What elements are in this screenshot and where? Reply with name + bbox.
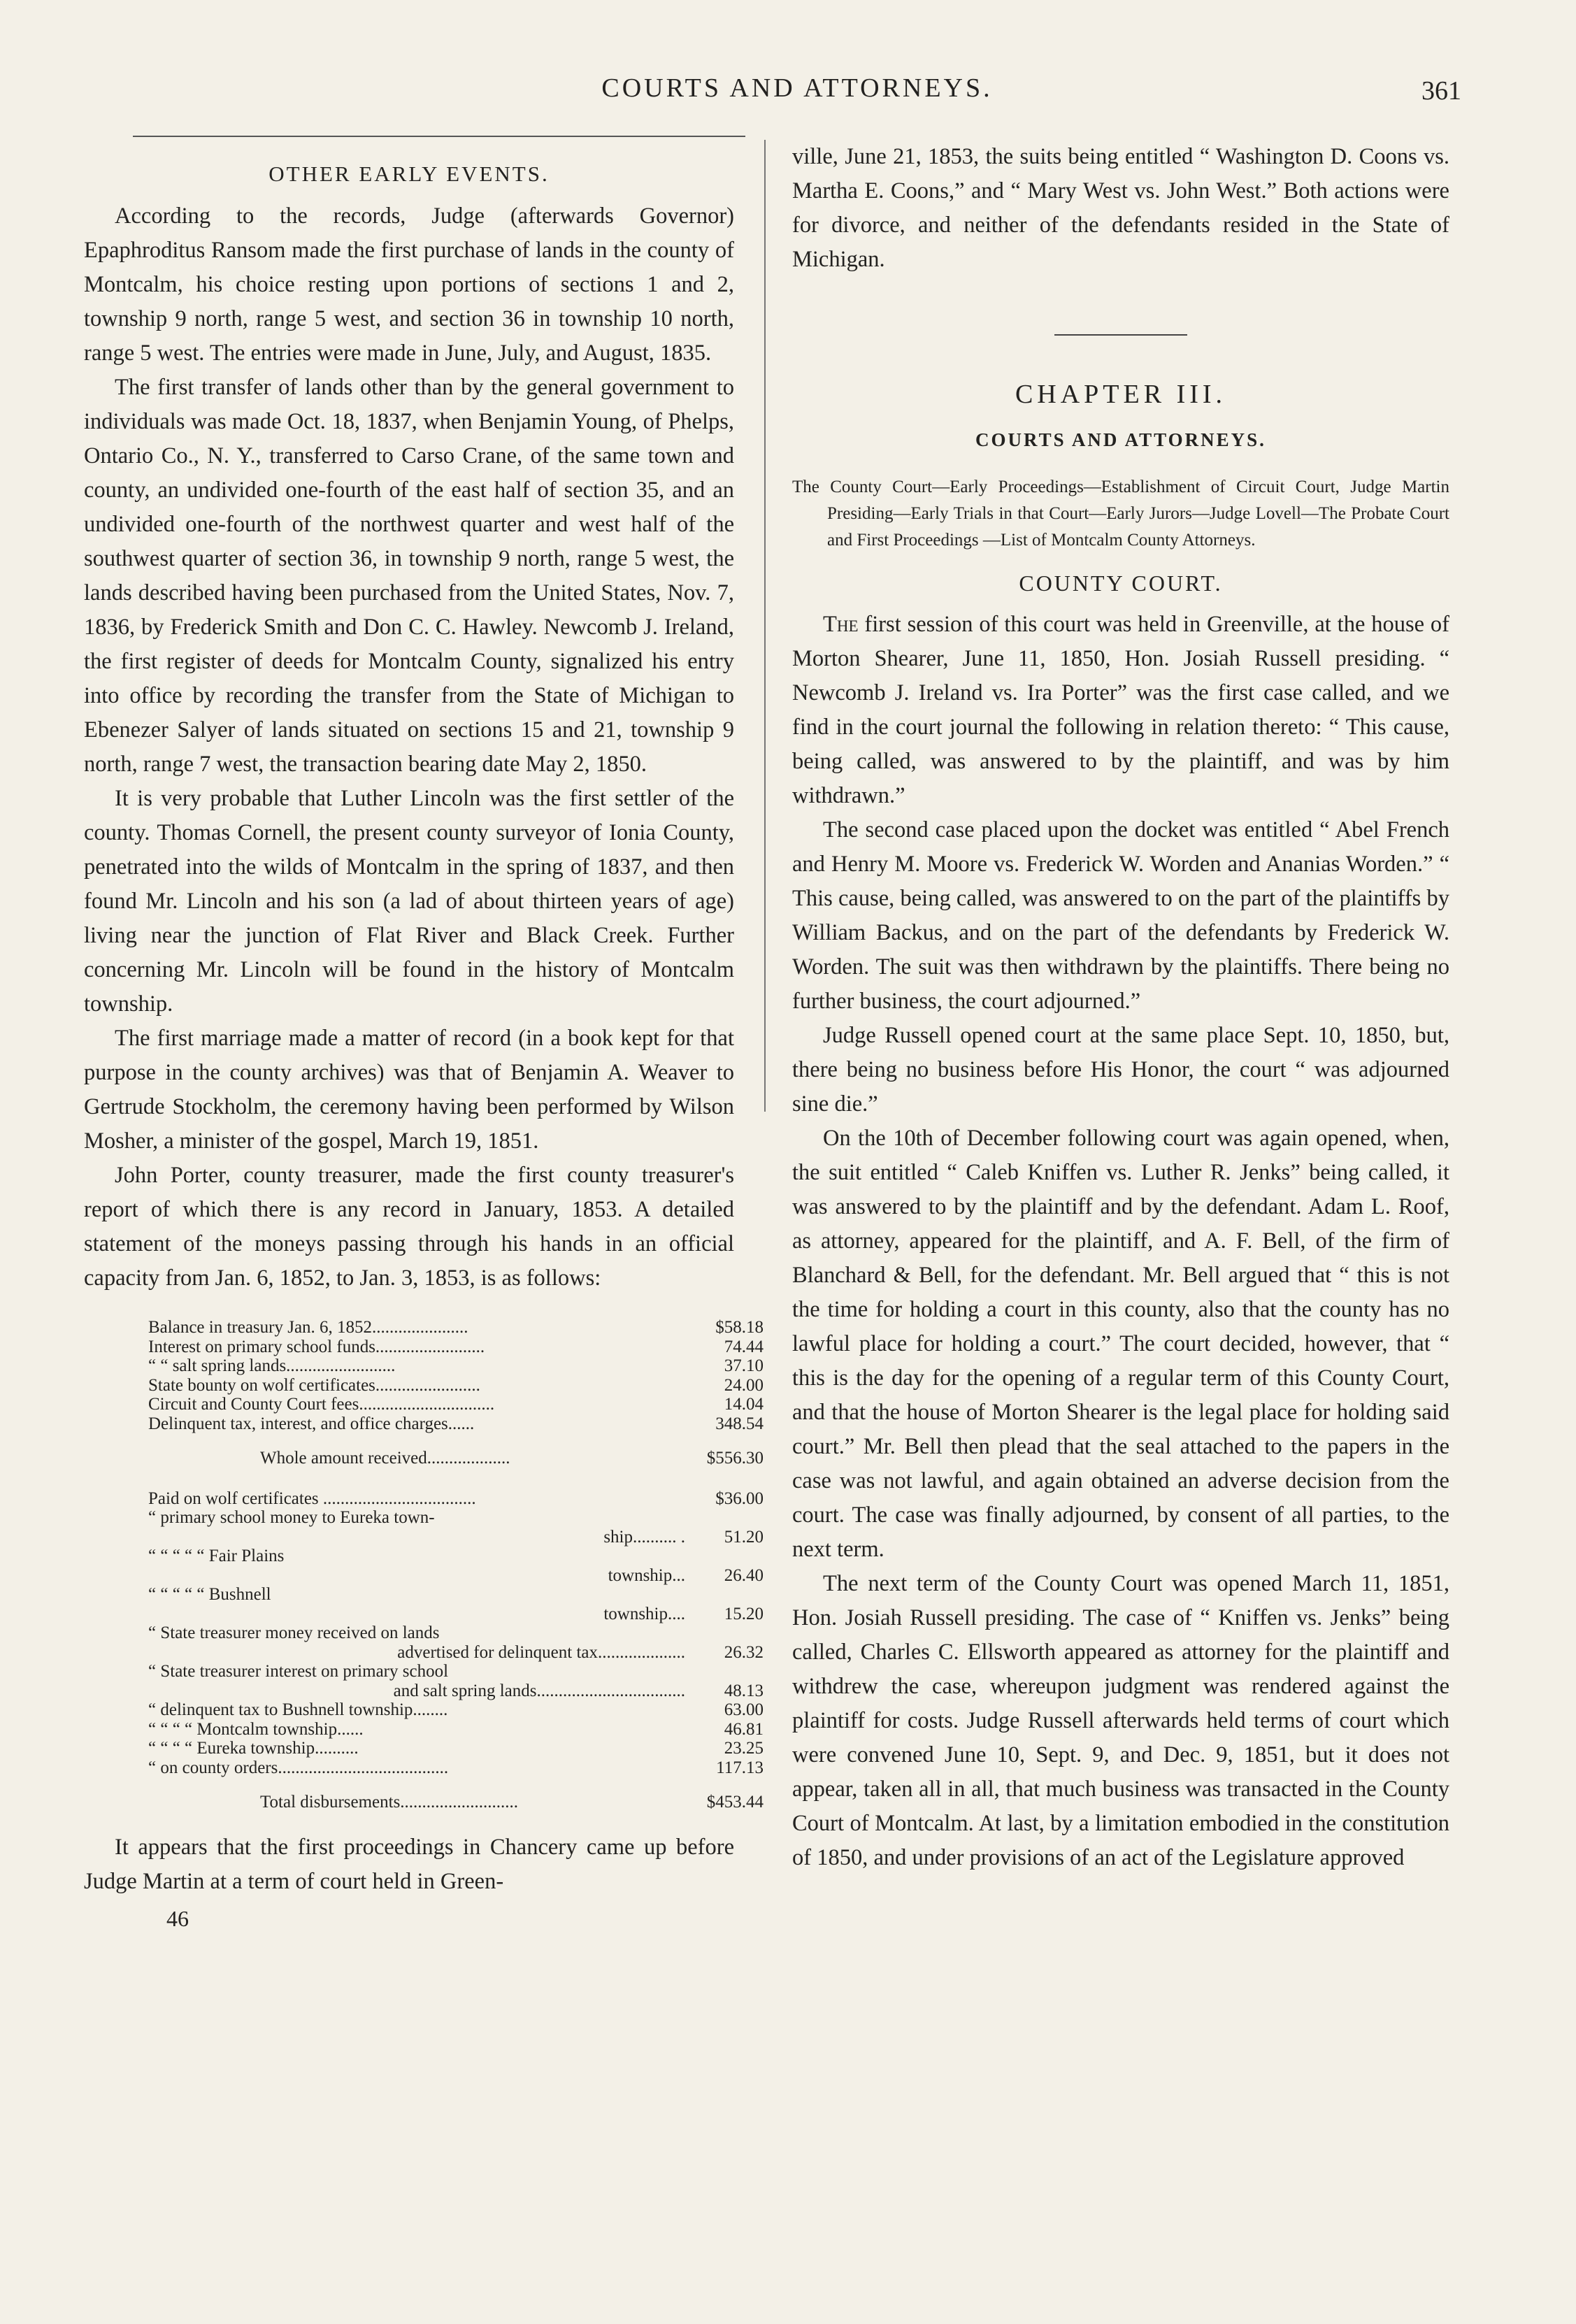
ledger-label: Delinquent tax, interest, and office charges...... bbox=[148, 1414, 475, 1433]
ledger-row bbox=[148, 1528, 764, 1547]
lead-word: The bbox=[823, 612, 859, 637]
ledger-label: “ “ “ “ Eureka township.......... bbox=[148, 1739, 359, 1758]
paragraph: It appears that the first proceedings in Chancery came up before Judge Martin at a term of court held in Green- bbox=[84, 1834, 734, 1894]
column-divider bbox=[764, 140, 766, 1112]
header-rule bbox=[133, 136, 745, 137]
ledger-label: “ State treasurer money received on lands bbox=[148, 1623, 440, 1642]
receipts-total-label: Whole amount received................... bbox=[260, 1449, 510, 1468]
ledger-row bbox=[148, 1489, 764, 1509]
ledger-row bbox=[148, 1605, 764, 1624]
receipts-total-row bbox=[148, 1449, 764, 1468]
paragraph: The first marriage made a matter of record (in a book kept for that purpose in the county archives) was that of Benjamin A. Weaver to Gertrude Stockholm, the ceremony having been performed by Wilson Mosher, a minister of the gospel, March 19, 1851. bbox=[84, 1026, 734, 1154]
ledger-amount: 26.32 bbox=[724, 1642, 764, 1662]
ledger-row bbox=[148, 1623, 764, 1643]
ledger-amount: 15.20 bbox=[724, 1604, 764, 1623]
ledger-label: Interest on primary school funds......................... bbox=[148, 1337, 485, 1356]
ledger-amount: 26.40 bbox=[724, 1565, 764, 1585]
ledger-label: “ on county orders....................................... bbox=[148, 1758, 449, 1777]
ledger-row bbox=[148, 1395, 764, 1414]
left-column bbox=[84, 140, 764, 1936]
disbursements-total-amount: $453.44 bbox=[706, 1793, 764, 1812]
ledger-row bbox=[148, 1585, 764, 1605]
paragraph bbox=[792, 608, 1449, 813]
ledger-row bbox=[148, 1508, 764, 1528]
ledger-label: Balance in treasury Jan. 6, 1852...................... bbox=[148, 1318, 468, 1337]
paragraph: On the 10th of December following court was again opened, when, the suit entitled “ Caleb Kniffen vs. Luther R. Jenks” being called, it was answered to by the plaintiff and by the defendant. Adam L. Roof, as attorney, appeared for the plaintiff, and A. F. Bell, of the firm of Blanchard & Bell, for the defendant. Mr. Bell argued that “ this is not the time for holding a court in this county, also that the county has no lawful place for holding a court.” The court decided, however, that “ this is the day for the opening of a regular term of this County Court, and that the house of Morton Shearer is the legal place for holding said court.” Mr. Bell then plead that the seal attached to the papers in the case was not lawful, and again obtained an adverse decision from the court. The case was finally adjourned, by consent of all parties, to the next term. bbox=[792, 1126, 1449, 1562]
ledger-amount: 14.04 bbox=[724, 1395, 764, 1414]
ledger-amount: 51.20 bbox=[724, 1527, 764, 1547]
ledger-label: “ primary school money to Eureka town- bbox=[148, 1508, 435, 1527]
treasurer-statement bbox=[148, 1318, 764, 1812]
paragraph: The next term of the County Court was opened March 11, 1851, Hon. Josiah Russell presiding. The case of “ Kniffen vs. Jenks” being called, Charles C. Ellsworth appeared as attorney for the plaintiff and withdrew the case, whereupon judgment was rendered against the plaintiff for costs. Judge Russell afterwards held terms of court which were convened June 10, Sept. 9, and Dec. 9, 1851, but it does not appear, taken all in all, that much business was transacted in the County Court of Montcalm. At last, by a limitation embodied in the constitution of 1850, and under provisions of an act of the Legislature approved bbox=[792, 1571, 1449, 1870]
page-number: 361 bbox=[1421, 76, 1461, 106]
section-heading-county-court: COUNTY COURT. bbox=[1019, 571, 1223, 596]
ledger-amount: 24.00 bbox=[724, 1375, 764, 1395]
ledger-label: Paid on wolf certificates ................................... bbox=[148, 1489, 476, 1508]
ledger-spacer bbox=[148, 1468, 764, 1489]
ledger-row bbox=[148, 1356, 764, 1376]
ledger-label: ship.......... . bbox=[603, 1527, 685, 1547]
ledger-row bbox=[148, 1720, 764, 1740]
ledger-row bbox=[148, 1414, 764, 1434]
ledger-label: advertised for delinquent tax.................... bbox=[397, 1642, 685, 1662]
right-column bbox=[792, 140, 1449, 1875]
ledger-label: “ “ “ “ “ Fair Plains bbox=[148, 1547, 285, 1565]
ledger-row bbox=[148, 1739, 764, 1758]
ledger-amount: 74.44 bbox=[724, 1337, 764, 1356]
section-divider-rule bbox=[1054, 334, 1187, 336]
ledger-label: township.... bbox=[603, 1604, 685, 1623]
disbursements-total-row bbox=[148, 1793, 764, 1812]
ledger-row bbox=[148, 1681, 764, 1701]
ledger-label: “ delinquent tax to Bushnell township........ bbox=[148, 1700, 448, 1719]
ledger-label: “ “ “ “ “ Bushnell bbox=[148, 1585, 271, 1604]
ledger-label: Circuit and County Court fees............................... bbox=[148, 1395, 495, 1414]
disbursements-total-label: Total disbursements........................... bbox=[260, 1793, 519, 1812]
page-header bbox=[133, 73, 1461, 115]
paragraph: It is very probable that Luther Lincoln was the first settler of the county. Thomas Cornell, the present county surveyor of Ionia County, penetrated into the wilds of Montcalm in the spring of 1837, and then found Mr. Lincoln and his son (a lad of about thirteen years of age) living near the junction of Flat River and Black Creek. Further concerning Mr. Lincoln will be found in the history of Montcalm township. bbox=[84, 786, 734, 1017]
ledger-label: “ State treasurer interest on primary school bbox=[148, 1662, 449, 1681]
ledger-amount: 48.13 bbox=[724, 1681, 764, 1700]
ledger-row bbox=[148, 1547, 764, 1566]
section-heading-other-early-events: OTHER EARLY EVENTS. bbox=[268, 162, 550, 186]
paragraph: The second case placed upon the docket was entitled “ Abel French and Henry M. Moore vs. Frederick W. Worden and Ananias Worden.” “ This cause, being called, was answered to on the part of the plaintiffs by William Backus, and on the part of the defendants by Frederick W. Worden. The suit was then withdrawn by the plaintiffs. There being no further business, the court adjourned.” bbox=[792, 817, 1449, 1014]
chapter-synopsis: The County Court—Early Proceedings—Establishment of Circuit Court, Judge Martin Presiding—Early Trials in that Court—Early Jurors—Judge Lovell—The Probate Court and First Proceedings —List of Montcalm County Attorneys. bbox=[792, 478, 1449, 550]
ledger-label: “ “ “ “ Montcalm township...... bbox=[148, 1719, 364, 1739]
paragraph: The first transfer of lands other than by the general government to individuals was made Oct. 18, 1837, when Benjamin Young, of Phelps, Ontario Co., N. Y., transferred to Carso Crane, of the same town and county, an undivided one-fourth of the east half of section 35, and an undivided one-fourth of the northwest quarter and west half of the southwest quarter of section 36, in township 9 north, range 5 west, the lands described having been purchased from the United States, Nov. 7, 1836, by Frederick Smith and Don C. C. Hawley. Newcomb J. Ireland, the first register of deeds for Montcalm County, signalized his entry into office by recording the transfer from the State of Michigan to Ebenezer Salyer of lands situated on sections 15 and 21, township 9 north, range 7 west, the transaction bearing date May 2, 1850. bbox=[84, 375, 734, 777]
ledger-amount: $36.00 bbox=[715, 1489, 764, 1508]
paragraph-text: first session of this court was held in Greenville, at the house of Morton Shearer, June 11, 1850, Hon. Josiah Russell presiding. “ Newcomb J. Ireland vs. Ira Porter” was the first case called, and we find in the court journal the following in relation thereto: “ This cause, being called, was answered to by the plaintiff, and was by him withdrawn.” bbox=[792, 612, 1449, 808]
running-head: COURTS AND ATTORNEYS. bbox=[601, 73, 993, 103]
ledger-label: and salt spring lands.................................. bbox=[393, 1681, 685, 1700]
signature-folio: 46 bbox=[166, 1905, 189, 1931]
receipts-list bbox=[148, 1318, 764, 1433]
ledger-row bbox=[148, 1376, 764, 1396]
receipts-total-amount: $556.30 bbox=[706, 1449, 764, 1468]
ledger-row bbox=[148, 1662, 764, 1681]
chapter-heading: CHAPTER III. bbox=[1015, 380, 1227, 409]
paragraph: John Porter, county treasurer, made the first county treasurer's report of which there is any record in January, 1853. A detailed statement of the moneys passing through his hands in an official capacity from Jan. 6, 1852, to Jan. 3, 1853, is as follows: bbox=[84, 1163, 734, 1291]
ledger-amount: 117.13 bbox=[716, 1758, 764, 1777]
ledger-amount: 63.00 bbox=[724, 1700, 764, 1719]
ledger-label: township... bbox=[608, 1565, 685, 1585]
ledger-amount: 46.81 bbox=[724, 1719, 764, 1739]
ledger-row bbox=[148, 1337, 764, 1357]
ledger-row bbox=[148, 1758, 764, 1778]
ledger-row bbox=[148, 1318, 764, 1337]
paragraph: Judge Russell opened court at the same place Sept. 10, 1850, but, there being no business before His Honor, the court “ was adjourned sine die.” bbox=[792, 1023, 1449, 1117]
disbursements-list bbox=[148, 1489, 764, 1778]
ledger-label: “ “ salt spring lands......................... bbox=[148, 1356, 396, 1375]
ledger-amount: $58.18 bbox=[715, 1318, 764, 1337]
ledger-row bbox=[148, 1700, 764, 1720]
ledger-row bbox=[148, 1566, 764, 1586]
chapter-subtitle: COURTS AND ATTORNEYS. bbox=[975, 429, 1266, 450]
paragraph: According to the records, Judge (afterwards Governor) Epaphroditus Ransom made the first purchase of lands in the county of Montcalm, his choice resting upon portions of sections 1 and 2, township 9 north, range 5 west, and section 36 in township 10 north, range 5 west. The entries were made in June, July, and August, 1835. bbox=[84, 203, 734, 366]
ledger-amount: 348.54 bbox=[715, 1414, 764, 1433]
ledger-label: State bounty on wolf certificates........................ bbox=[148, 1375, 480, 1395]
ledger-row bbox=[148, 1643, 764, 1663]
ledger-amount: 37.10 bbox=[724, 1356, 764, 1375]
ledger-amount: 23.25 bbox=[724, 1739, 764, 1758]
paragraph-continued: ville, June 21, 1853, the suits being entitled “ Washington D. Coons vs. Martha E. Coons,” and “ Mary West vs. John West.” Both actions were for divorce, and neither of the defendants resided in the State of Michigan. bbox=[792, 144, 1449, 272]
